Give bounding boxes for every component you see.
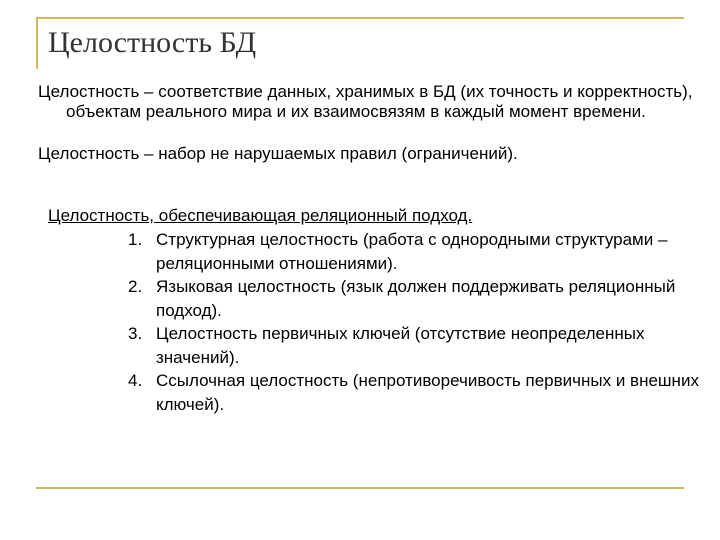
slide-title: Целостность БД: [48, 26, 257, 59]
list-item-text: Языковая целостность (язык должен поддерживать реляционный подход).: [156, 277, 676, 320]
definition-paragraph-1: Целостность – соответствие данных, хранимых в БД (их точность и корректность), объектам реального мира и их взаимосвязям в каждый момент времени.: [38, 82, 693, 121]
integrity-types-list: [128, 228, 703, 416]
definition-paragraph-2: Целостность – набор не нарушаемых правил (ограничений).: [38, 144, 518, 163]
list-item-number: 1.: [128, 230, 143, 249]
list-item-text: Ссылочная целостность (непротиворечивость первичных и внешних ключей).: [156, 371, 699, 414]
list-item-text: Структурная целостность (работа с однородными структурами – реляционными отношениями).: [156, 230, 668, 273]
top-rule: [36, 17, 684, 19]
list-item-number: 3.: [128, 324, 143, 343]
list-item: [128, 322, 703, 369]
bottom-rule: [36, 487, 684, 489]
list-item: [128, 275, 703, 322]
list-item: [128, 369, 703, 416]
relational-integrity-heading: Целостность, обеспечивающая реляционный подход.: [48, 206, 473, 225]
list-item-number: 4.: [128, 371, 143, 390]
left-rule: [36, 17, 38, 69]
list-item: [128, 228, 703, 275]
list-item-number: 2.: [128, 277, 143, 296]
list-item-text: Целостность первичных ключей (отсутствие неопределенных значений).: [156, 324, 645, 367]
